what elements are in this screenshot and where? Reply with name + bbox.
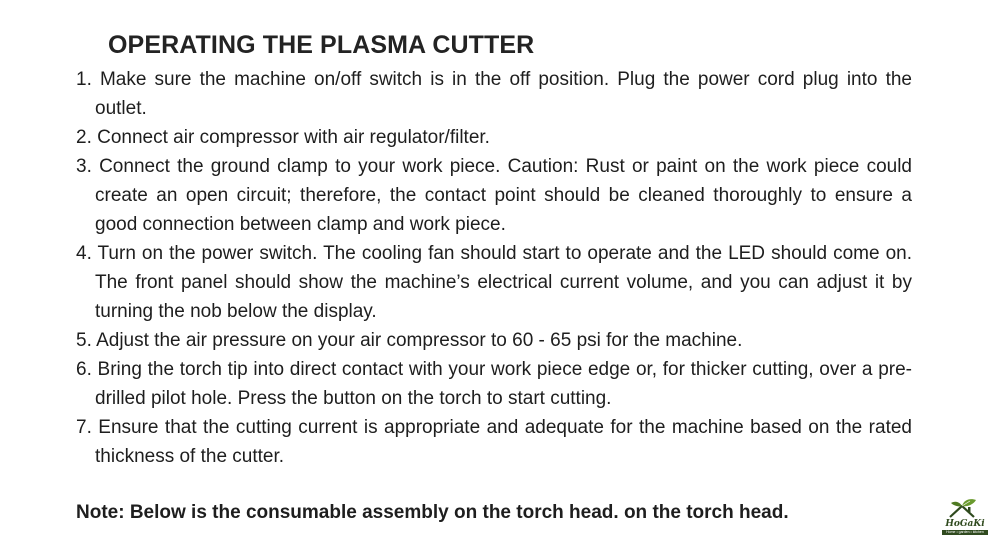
instruction-step-5: 5. Adjust the air pressure on your air compressor to 60 - 65 psi for the machine. xyxy=(76,330,743,351)
house-leaf-icon xyxy=(940,497,990,521)
instruction-step-6: 6. Bring the torch tip into direct contact with your work piece edge or, for thicker cutting, over a pre-drilled pilot hole. Press the button on the torch to start cutting. xyxy=(76,359,912,409)
instruction-step-3: 3. Connect the ground clamp to your work piece. Caution: Rust or paint on the work piece could create an open circuit; therefore, the contact point should be cleaned thoroughly to ensure a good connection between clamp and work piece. xyxy=(76,156,912,235)
logo-wordmark: HoGaKi xyxy=(945,519,985,529)
logo-tagline: Home • garden • kitchen xyxy=(942,530,988,535)
instruction-step-7: 7. Ensure that the cutting current is appropriate and adequate for the machine based on the rated thickness of the cutter. xyxy=(76,417,912,467)
instruction-list xyxy=(76,65,912,471)
brand-logo xyxy=(940,497,990,539)
page-title: OPERATING THE PLASMA CUTTER xyxy=(108,31,535,59)
instruction-step-4: 4. Turn on the power switch. The cooling fan should start to operate and the LED should come on. The front panel should show the machine’s electrical current volume, and you can adjust it by turning the nob below the display. xyxy=(76,243,912,322)
instruction-step-2: 2. Connect air compressor with air regulator/filter. xyxy=(76,127,490,148)
note-text: Note: Below is the consumable assembly on the torch head. on the torch head. xyxy=(76,502,789,523)
instruction-step-1: 1. Make sure the machine on/off switch is in the off position. Plug the power cord plug into the outlet. xyxy=(76,69,912,119)
